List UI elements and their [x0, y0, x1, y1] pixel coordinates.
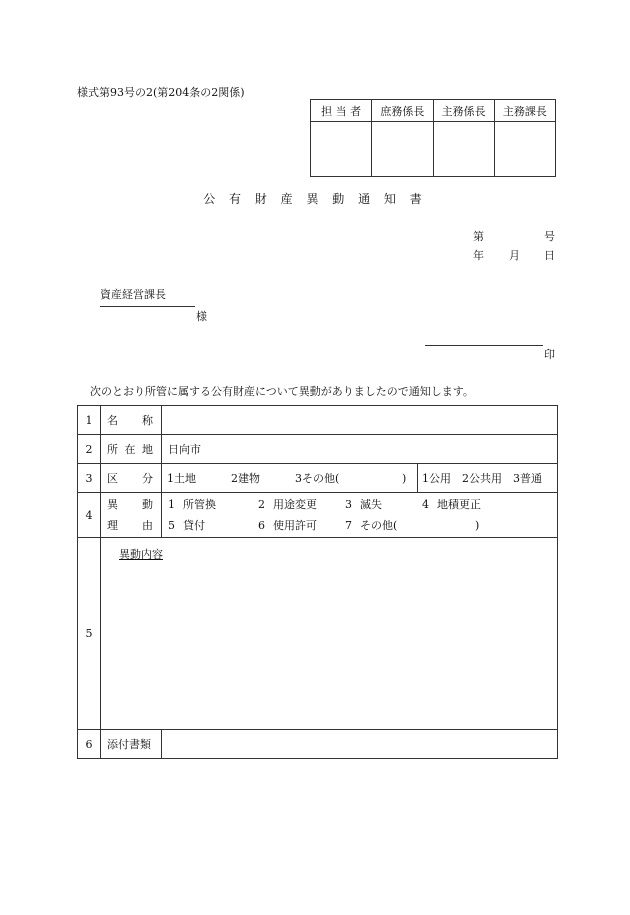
option-land[interactable]: 1土地 — [167, 472, 196, 485]
form-number: 様式第93号の2(第204条の2関係) — [77, 86, 245, 99]
reason-num-3: 3 — [345, 498, 352, 511]
name-field[interactable] — [162, 406, 558, 435]
row-number: 4 — [78, 493, 101, 538]
reason-other-close: ) — [475, 519, 480, 532]
addressee-title: 資産経営課長 — [100, 288, 166, 301]
reason-loss[interactable]: 滅失 — [360, 498, 382, 511]
addressee-name-line[interactable] — [100, 306, 195, 307]
option-other[interactable]: 3その他( — [295, 472, 340, 485]
row-details — [78, 538, 558, 730]
sender-name-line[interactable] — [425, 345, 543, 346]
option-building[interactable]: 2建物 — [231, 472, 260, 485]
approval-header-general-chief: 庶務係長 — [372, 100, 433, 122]
row-number: 2 — [78, 435, 101, 464]
location-field[interactable]: 日向市 — [162, 435, 558, 464]
details-field[interactable] — [101, 538, 558, 730]
approval-header-staff: 担 当 者 — [311, 100, 372, 122]
option-public-service[interactable]: 2公共用 — [462, 472, 502, 485]
row-name — [78, 406, 558, 435]
label-category: 区 分 — [101, 464, 162, 493]
reason-num-7: 7 — [345, 519, 352, 532]
row-number: 3 — [78, 464, 101, 493]
date-day: 日 — [544, 249, 555, 262]
reason-other[interactable]: その他( — [360, 519, 398, 532]
document-title: 公 有 財 産 異 動 通 知 書 — [203, 192, 427, 206]
reason-options — [162, 493, 558, 538]
usage-options — [418, 464, 558, 493]
row-number: 1 — [78, 406, 101, 435]
approval-stamp-table — [310, 99, 556, 177]
reason-num-1: 1 — [168, 498, 175, 511]
date-month: 月 — [509, 249, 520, 262]
approval-header-main-chief: 主務係長 — [433, 100, 494, 122]
approval-stamp-cell[interactable] — [494, 122, 555, 177]
label-attachments: 添付書類 — [101, 730, 162, 759]
doc-number-prefix: 第 — [473, 230, 484, 243]
reason-use-permit[interactable]: 使用許可 — [273, 519, 317, 532]
approval-stamp-cell[interactable] — [433, 122, 494, 177]
approval-stamp-cell[interactable] — [311, 122, 372, 177]
option-general[interactable]: 3普通 — [513, 472, 542, 485]
reason-num-4: 4 — [422, 498, 429, 511]
property-type-options — [162, 464, 418, 493]
label-location: 所在地 — [101, 435, 162, 464]
row-number: 6 — [78, 730, 101, 759]
reason-transfer[interactable]: 所管換 — [183, 498, 216, 511]
seal-mark: 印 — [544, 348, 555, 361]
option-other-close: ) — [402, 471, 407, 485]
row-category — [78, 464, 558, 493]
row-number: 5 — [78, 538, 101, 730]
date-year: 年 — [473, 249, 484, 262]
reason-num-2: 2 — [258, 498, 265, 511]
attachments-field[interactable] — [162, 730, 558, 759]
reason-use-change[interactable]: 用途変更 — [273, 498, 317, 511]
label-reason — [101, 493, 162, 538]
label-reason-bottom: 理 由 — [107, 519, 153, 532]
label-reason-top: 異 動 — [107, 498, 153, 511]
intro-text: 次のとおり所管に属する公有財産について異動がありましたので通知します。 — [90, 385, 474, 398]
approval-stamp-cell[interactable] — [372, 122, 433, 177]
approval-header-section-manager: 主務課長 — [494, 100, 555, 122]
option-public-use[interactable]: 1公用 — [422, 472, 451, 485]
reason-num-6: 6 — [258, 519, 265, 532]
change-notice-form — [77, 405, 558, 759]
reason-area-correction[interactable]: 地積更正 — [437, 498, 481, 511]
reason-lease[interactable]: 貸付 — [183, 519, 205, 532]
label-name: 名 称 — [101, 406, 162, 435]
row-attachments — [78, 730, 558, 759]
addressee-honorific: 様 — [196, 310, 207, 323]
row-location — [78, 435, 558, 464]
details-heading: 異動内容 — [119, 548, 163, 561]
doc-number-suffix: 号 — [544, 230, 555, 243]
reason-num-5: 5 — [168, 519, 175, 532]
row-reason — [78, 493, 558, 538]
